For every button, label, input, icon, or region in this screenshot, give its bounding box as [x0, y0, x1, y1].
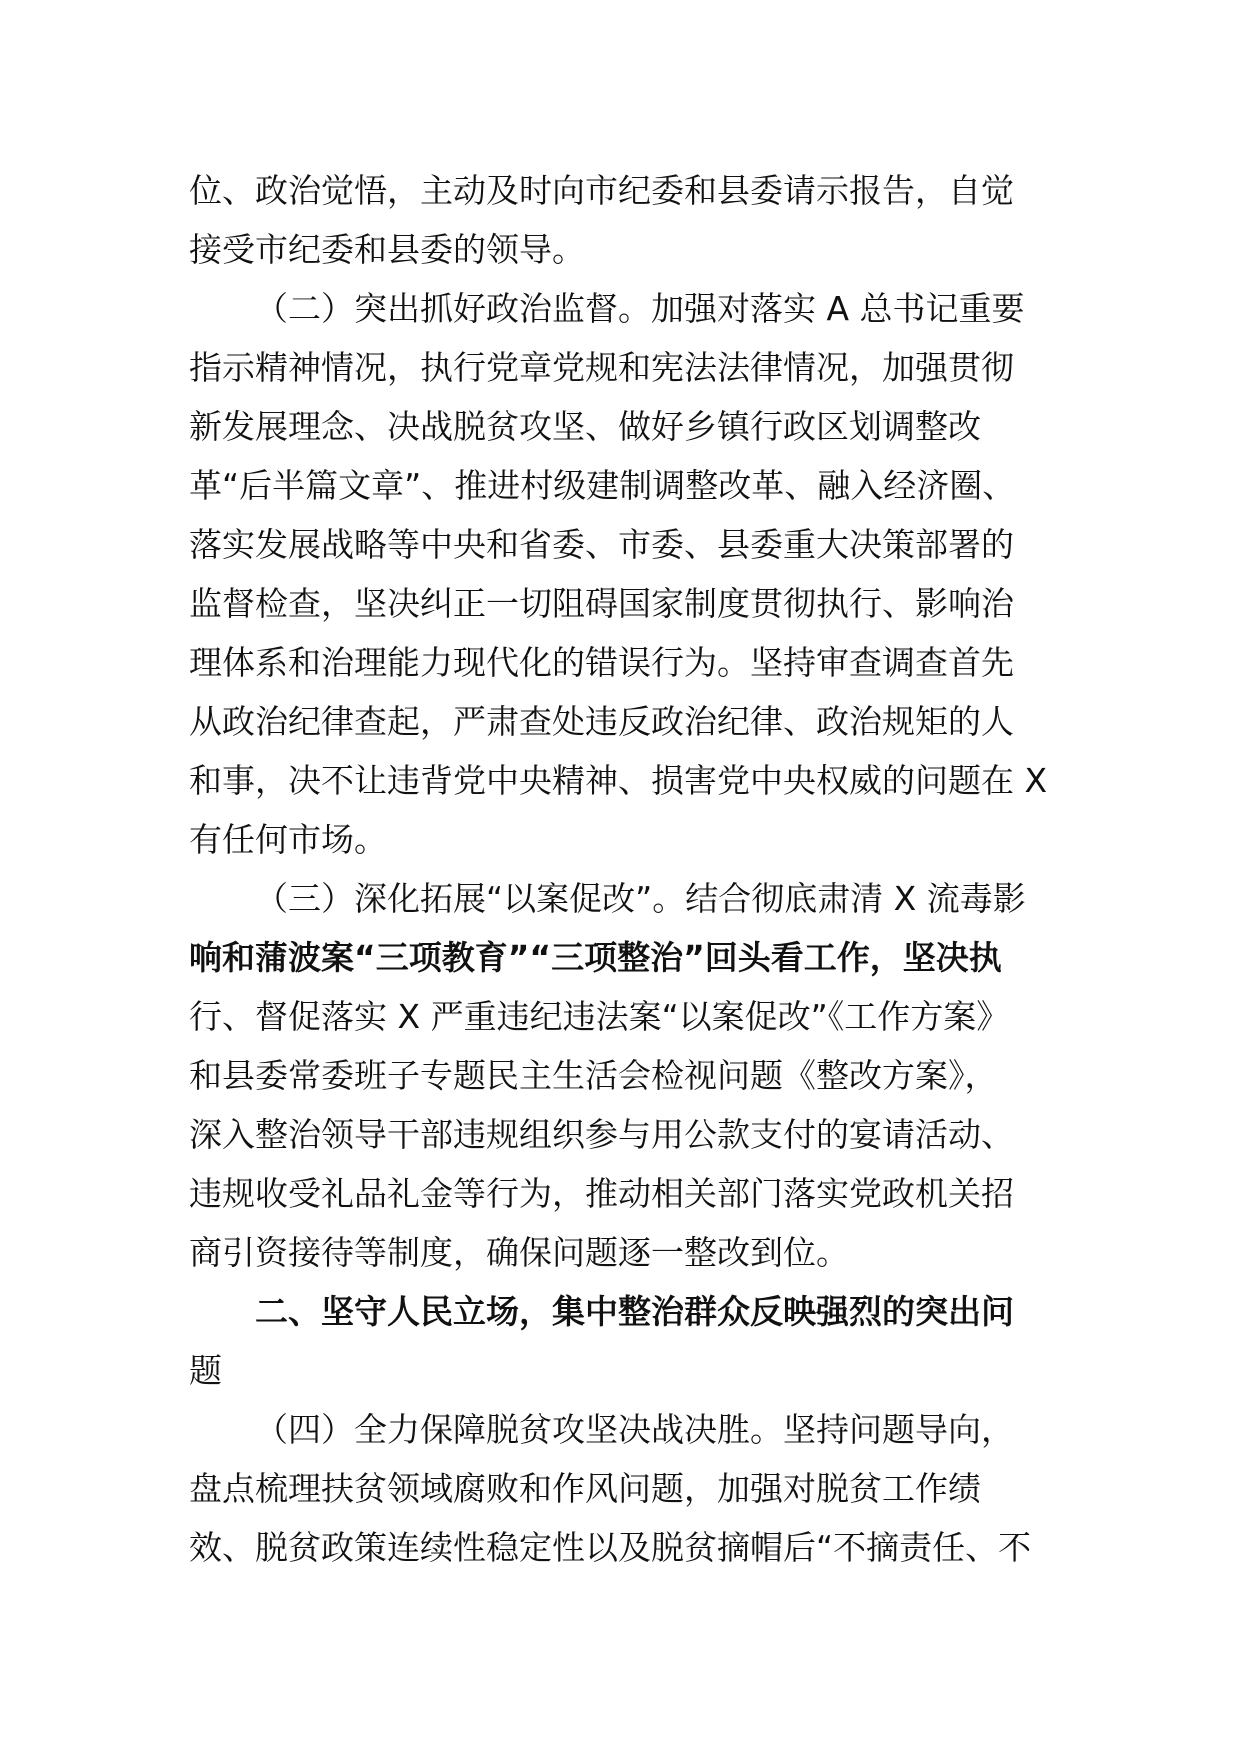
section-heading-4: （四）全力保障脱贫攻坚决战决胜。坚持问题导向，	[255, 1410, 1014, 1449]
paragraph-line: 效、脱贫政策连续性稳定性以及脱贫摘帽后“不摘责任、不	[189, 1528, 1032, 1567]
paragraph-line-bold: 响和蒲波案“三项教育”“三项整治”回头看工作，坚决执	[189, 938, 1002, 977]
document-body	[189, 161, 1069, 1577]
paragraph-line: 有任何市场。	[189, 820, 387, 859]
paragraph-line: 监督检查，坚决纠正一切阻碍国家制度贯彻执行、影响治	[189, 584, 1014, 623]
chapter-heading-2: 二、坚守人民立场，集中整治群众反映强烈的突出问	[255, 1292, 1014, 1331]
paragraph-line: 革“后半篇文章”、推进村级建制调整改革、融入经济圈、	[189, 466, 1016, 505]
paragraph-line: 理体系和治理能力现代化的错误行为。坚持审查调查首先	[189, 643, 1014, 682]
section-heading-2: （二）突出抓好政治监督。加强对落实 A 总书记重要	[255, 289, 1025, 328]
paragraph-line: 商引资接待等制度，确保问题逐一整改到位。	[189, 1233, 849, 1272]
paragraph-line: 从政治纪律查起，严肃查处违反政治纪律、政治规矩的人	[189, 702, 1014, 741]
paragraph-line: 深入整治领导干部违规组织参与用公款支付的宴请活动、	[189, 1115, 1014, 1154]
paragraph-line: 接受市纪委和县委的领导。	[189, 230, 585, 269]
paragraph-line: 违规收受礼品礼金等行为，推动相关部门落实党政机关招	[189, 1174, 1014, 1213]
section-heading-3: （三）深化拓展“以案促改”。结合彻底肃清 X 流毒影	[255, 879, 1026, 918]
paragraph-line: 落实发展战略等中央和省委、市委、县委重大决策部署的	[189, 525, 1014, 564]
paragraph-line: 新发展理念、决战脱贫攻坚、做好乡镇行政区划调整改	[189, 407, 981, 446]
paragraph-line: 指示精神情况，执行党章党规和宪法法律情况，加强贯彻	[189, 348, 1014, 387]
paragraph-line: 和事，决不让违背党中央精神、损害党中央权威的问题在 X	[189, 761, 1048, 800]
paragraph-line: 盘点梳理扶贫领域腐败和作风问题，加强对脱贫工作绩	[189, 1469, 981, 1508]
paragraph-line: 行、督促落实 X 严重违纪违法案“以案促改”《工作方案》	[189, 997, 1010, 1036]
paragraph-line: 位、政治觉悟，主动及时向市纪委和县委请示报告，自觉	[189, 171, 1014, 210]
chapter-heading-continuation: 题	[189, 1351, 222, 1390]
paragraph-line: 和县委常委班子专题民主生活会检视问题《整改方案》，	[189, 1056, 998, 1095]
